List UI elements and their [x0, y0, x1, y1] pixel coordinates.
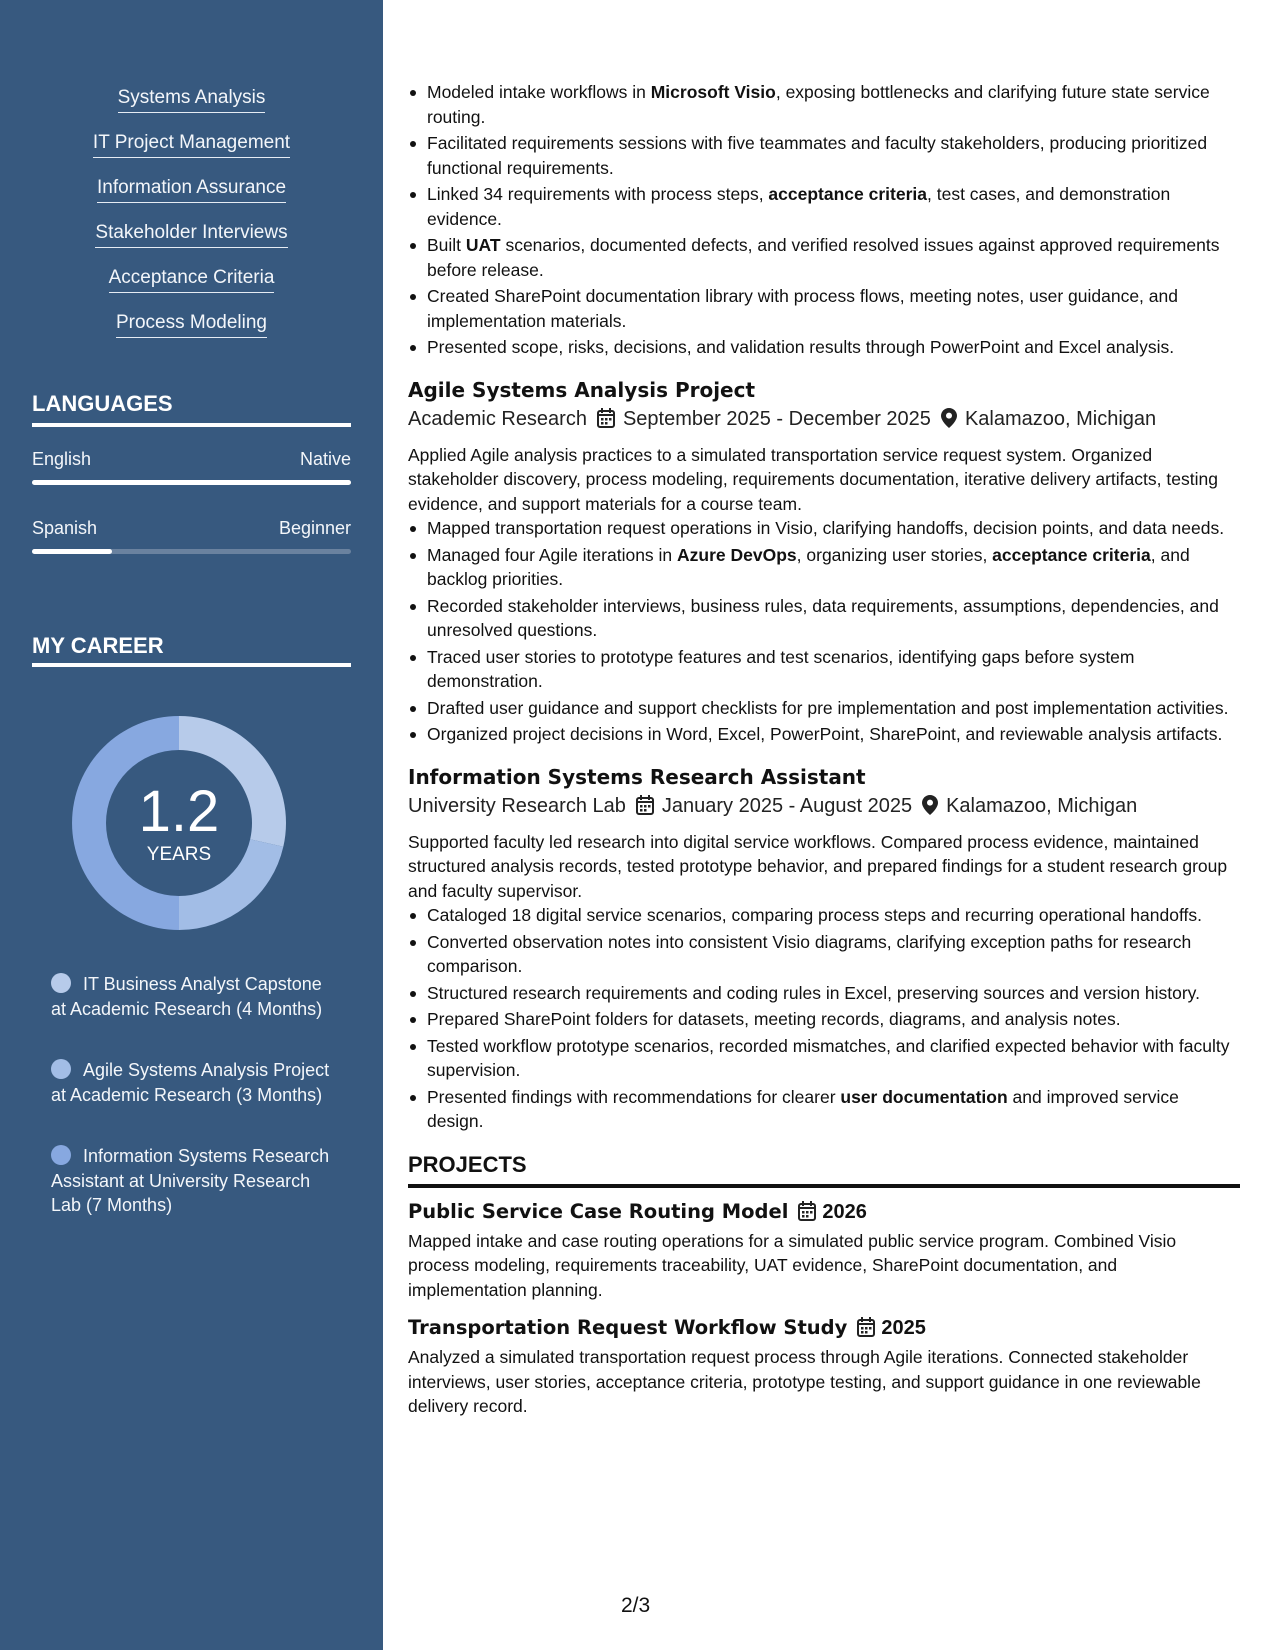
- skill-label: IT Project Management: [93, 131, 290, 158]
- project-description: Analyzed a simulated transportation request process through Agile iterations. Connected stakeholder interviews, user stories, acceptance criteria, prototype testing, and support guidance in one reviewable delivery record.: [408, 1347, 1201, 1416]
- calendar-icon: [857, 1317, 875, 1345]
- language-name: Spanish: [32, 518, 98, 538]
- intro-bullet-list: [408, 80, 1240, 360]
- skill-link[interactable]: [0, 266, 383, 311]
- projects-heading: PROJECTS: [408, 1151, 527, 1177]
- sidebar: [0, 0, 383, 1650]
- project-title-row: [408, 1198, 1240, 1229]
- bullet-item: Linked 34 requirements with process steps, acceptance criteria, test cases, and demonstration evidence.: [408, 182, 1240, 231]
- career-legend-label: Agile Systems Analysis Project at Academic Research (3 Months): [51, 1060, 330, 1105]
- language-spanish: [32, 518, 351, 539]
- skill-label: Information Assurance: [97, 176, 286, 203]
- page-number: 2/3: [621, 1594, 651, 1617]
- project-year: 2026: [822, 1200, 867, 1223]
- career-total-unit: YEARS: [146, 844, 212, 865]
- bullet-item: Facilitated requirements sessions with five teammates and faculty stakeholders, producing prioritized functional requirements.: [408, 131, 1240, 180]
- job-title: Agile Systems Analysis Project: [408, 377, 756, 402]
- skill-link[interactable]: [0, 221, 383, 266]
- calendar-icon: [798, 1201, 816, 1229]
- bullet-item: Presented findings with recommendations for clearer user documentation and improved service design.: [408, 1085, 1240, 1134]
- skills-list: [0, 86, 383, 356]
- skill-label: Acceptance Criteria: [109, 266, 275, 293]
- job-organization: University Research Lab: [408, 794, 626, 817]
- bullet-item: Structured research requirements and coding rules in Excel, preserving sources and version history.: [408, 981, 1240, 1006]
- language-proficiency-bar: [32, 480, 351, 485]
- language-name: English: [32, 449, 92, 469]
- skill-label: Stakeholder Interviews: [95, 221, 287, 248]
- career-heading: MY CAREER: [32, 633, 164, 658]
- career-divider: [32, 663, 351, 667]
- career-legend-item: [51, 972, 341, 1021]
- job-bullet-list: [408, 903, 1240, 1134]
- main-content: [408, 80, 1240, 1431]
- legend-dot-icon: [51, 1145, 71, 1165]
- bullet-item: Presented scope, risks, decisions, and validation results through PowerPoint and Excel analysis.: [408, 335, 1240, 360]
- bullet-item: Converted observation notes into consistent Visio diagrams, clarifying exception paths for research comparison.: [408, 930, 1240, 979]
- language-level: Native: [299, 449, 351, 469]
- bullet-item: Traced user stories to prototype features and test scenarios, identifying gaps before system demonstration.: [408, 645, 1240, 694]
- location-pin-icon: [922, 794, 938, 824]
- language-english: [32, 449, 351, 470]
- bullet-item: Organized project decisions in Word, Excel, PowerPoint, SharePoint, and reviewable analysis artifacts.: [408, 722, 1240, 747]
- job-location: Kalamazoo, Michigan: [946, 794, 1138, 817]
- job-location: Kalamazoo, Michigan: [964, 407, 1157, 430]
- bullet-item: Recorded stakeholder interviews, business rules, data requirements, assumptions, dependencies, and unresolved questions.: [408, 594, 1240, 643]
- language-proficiency-fill: [32, 549, 112, 554]
- skill-link[interactable]: [0, 176, 383, 221]
- project-title-row: [408, 1314, 1240, 1345]
- bullet-item: Tested workflow prototype scenarios, recorded mismatches, and clarified expected behavior with faculty supervision.: [408, 1034, 1240, 1083]
- project-title: Public Service Case Routing Model: [408, 1199, 789, 1223]
- project-title: Transportation Request Workflow Study: [408, 1316, 848, 1339]
- job-title: Information Systems Research Assistant: [408, 764, 866, 789]
- calendar-icon: [597, 407, 615, 437]
- project-description: Mapped intake and case routing operations for a simulated public service program. Combined Visio process modeling, requirements traceability, UAT evidence, SharePoint documentation, and implementation planning.: [408, 1230, 1177, 1300]
- skill-label: Process Modeling: [116, 311, 267, 338]
- job-description: Supported faculty led research into digital service workflows. Compared process evidence, maintained structured analysis records, tested prototype behavior, and prepared findings for a student research group and faculty supervisor.: [408, 831, 1228, 901]
- project-entry: [408, 1314, 1240, 1419]
- job-entry: [408, 763, 1240, 1134]
- bullet-item: Prepared SharePoint folders for datasets, meeting records, diagrams, and analysis notes.: [408, 1007, 1240, 1032]
- bullet-item: Cataloged 18 digital service scenarios, comparing process steps and recurring operational handoffs.: [408, 903, 1240, 928]
- language-proficiency-fill: [32, 480, 351, 485]
- project-year: 2025: [881, 1317, 926, 1339]
- career-legend-label: Information Systems Research Assistant at University Research Lab (7 Months): [51, 1146, 330, 1215]
- job-meta: [408, 791, 1240, 824]
- legend-dot-icon: [51, 973, 71, 993]
- career-legend-item: [51, 1058, 341, 1107]
- skill-link[interactable]: [0, 311, 383, 356]
- skill-link[interactable]: [0, 131, 383, 176]
- job-meta: [408, 404, 1240, 437]
- job-bullet-list: [408, 516, 1240, 747]
- language-proficiency-bar: [32, 549, 351, 554]
- career-total-years: 1.2: [138, 779, 220, 844]
- bullet-item: Modeled intake workflows in Microsoft Visio, exposing bottlenecks and clarifying future state service routing.: [408, 80, 1240, 129]
- job-dates: January 2025 - August 2025: [661, 794, 913, 817]
- skill-label: Systems Analysis: [118, 86, 266, 113]
- job-organization: Academic Research: [408, 407, 587, 430]
- skill-link[interactable]: [0, 86, 383, 131]
- job-entry: [408, 376, 1240, 747]
- career-legend-item: [51, 1144, 341, 1218]
- career-legend-label: IT Business Analyst Capstone at Academic Research (4 Months): [51, 974, 323, 1019]
- location-pin-icon: [941, 407, 957, 437]
- languages-heading: LANGUAGES: [32, 391, 173, 416]
- bullet-item: Created SharePoint documentation library with process flows, meeting notes, user guidance, and implementation materials.: [408, 284, 1240, 333]
- bullet-item: Mapped transportation request operations in Visio, clarifying handoffs, decision points, and data needs.: [408, 516, 1240, 541]
- job-description: Applied Agile analysis practices to a simulated transportation service request system. Organized stakeholder discovery, process modeling, requirements documentation, iterative delivery artifacts, testing evidence, and support materials for a course team.: [408, 444, 1218, 514]
- projects-divider: [408, 1184, 1240, 1188]
- bullet-item: Managed four Agile iterations in Azure DevOps, organizing user stories, acceptance criteria, and backlog priorities.: [408, 543, 1240, 592]
- calendar-icon: [636, 794, 654, 824]
- bullet-item: Drafted user guidance and support checklists for pre implementation and post implementation activities.: [408, 696, 1240, 721]
- legend-dot-icon: [51, 1059, 71, 1079]
- bullet-item: Built UAT scenarios, documented defects, and verified resolved issues against approved requirements before release.: [408, 233, 1240, 282]
- languages-divider: [32, 423, 351, 427]
- job-dates: September 2025 - December 2025: [622, 407, 931, 430]
- language-level: Beginner: [278, 518, 351, 538]
- project-entry: [408, 1198, 1240, 1303]
